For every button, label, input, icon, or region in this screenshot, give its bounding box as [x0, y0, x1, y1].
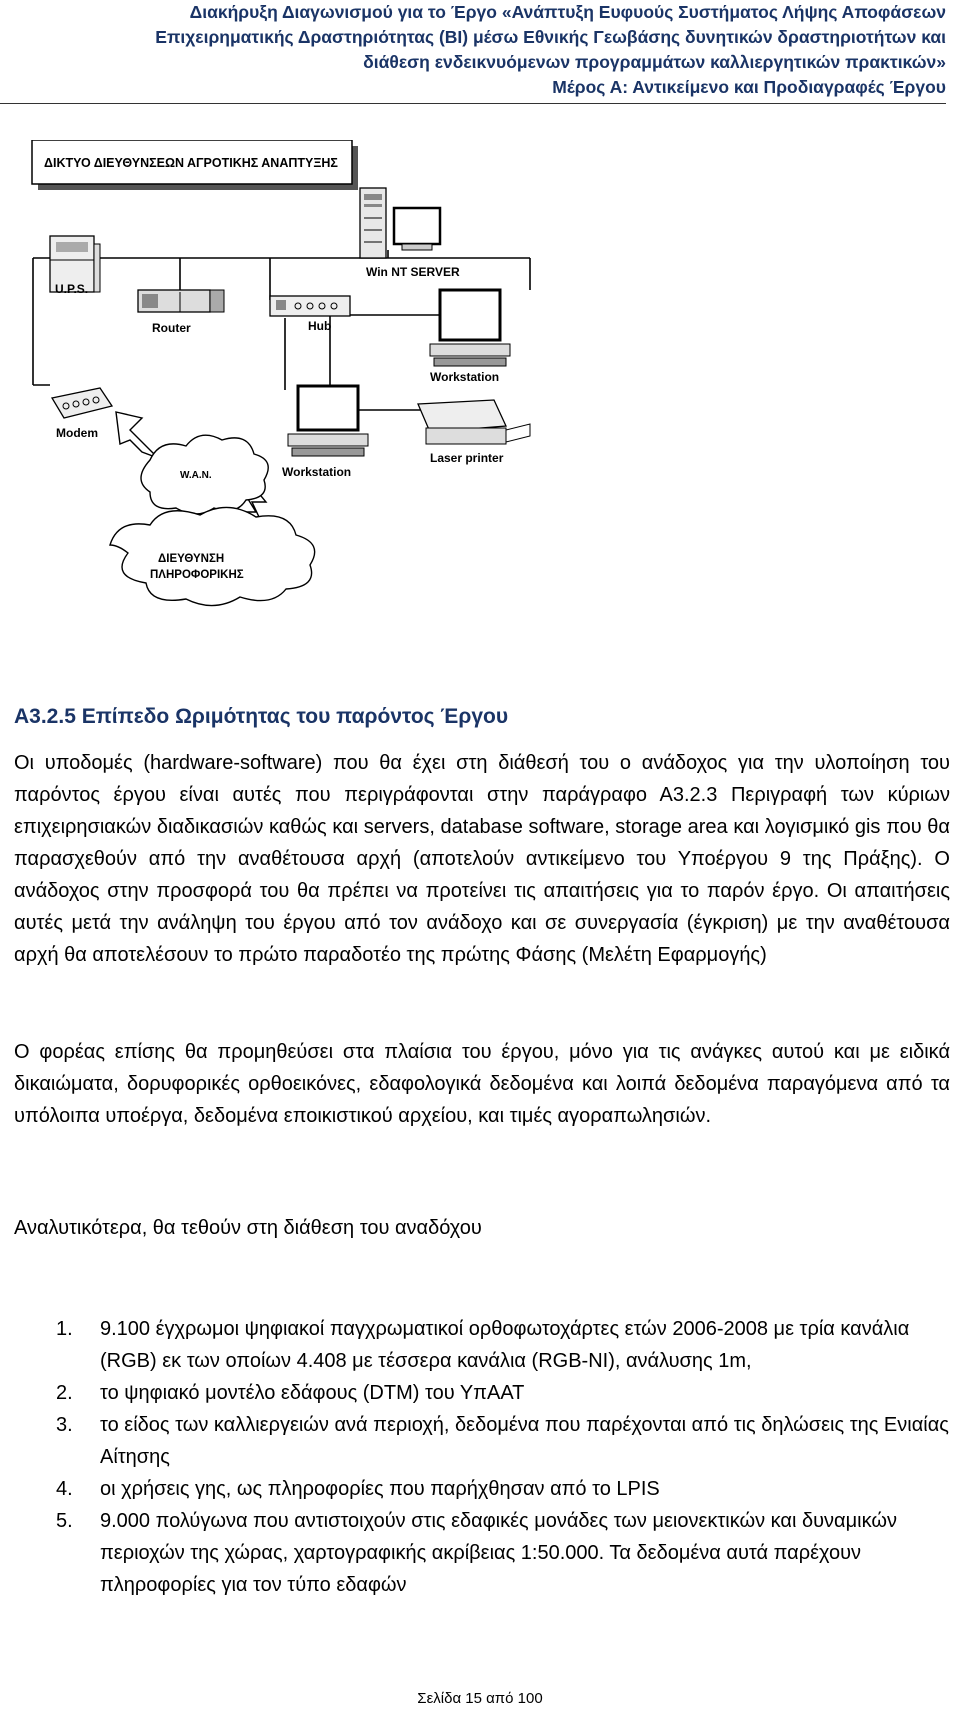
- paragraph-procurement: Ο φορέας επίσης θα προμηθεύσει στα πλαίσια του έργου, μόνο για τις ανάγκες αυτού και με ειδικά δικαιώματα, δορυφορικές ορθοεικόνες, εδαφολογικά δεδομένα και λοιπά δεδομένα παραγόμενα από τα υπόλοιπα υποέργα, δεδομένα εποικιστικού αρχείου, και τιμές αγοραπωλησιών.: [14, 1041, 950, 1127]
- list-item-number: 4.: [56, 1478, 73, 1500]
- section-title: Α3.2.5 Επίπεδο Ωριμότητας του παρόντος Έργου: [14, 705, 509, 728]
- list-item-text: 9.100 έγχρωμοι ψηφιακοί παγχρωματικοί ορθοφωτοχάρτες ετών 2006-2008 με τρία κανάλια (RGB) εκ των οποίων 4.408 με τέσσερα κανάλια (RGB-NI), ανάλυσης 1m,: [100, 1318, 910, 1372]
- laser-printer-icon: [418, 400, 530, 444]
- list-item-text: το είδος των καλλιεργειών ανά περιοχή, δεδομένα που παρέχονται από τις δηλώσεις της Ενιαίας Αίτησης: [100, 1414, 949, 1468]
- modem-label: Modem: [56, 426, 98, 440]
- network-diagram: [30, 140, 570, 665]
- header-line-3: διάθεση ενδεικνυόμενων προγραμμάτων καλλιεργητικών πρακτικών»: [363, 52, 946, 72]
- list-item-text: 9.000 πολύγωνα που αντιστοιχούν στις εδαφικές μονάδες των μειονεκτικών και δυναμικών περιοχών της χώρας, χαρτογραφικής ακρίβειας 1:50.000. Τα δεδομένα αυτά παρέχουν πληροφορίες για τον τύπο εδαφών: [100, 1510, 897, 1596]
- cloud-label-line-1: ΔΙΕΥΘΥΝΣΗ: [158, 553, 225, 565]
- paragraph-intro-list: Αναλυτικότερα, θα τεθούν στη διάθεση του αναδόχου: [14, 1217, 482, 1239]
- list-item: [52, 1313, 950, 1377]
- hub-label: Hub: [308, 319, 332, 333]
- network-title-box: [32, 140, 358, 190]
- page-number: Σελίδα 15 από 100: [417, 1690, 543, 1707]
- cloud-label-line-2: ΠΛΗΡΟΦΟΡΙΚΗΣ: [150, 569, 244, 581]
- list-item-number: 2.: [56, 1382, 73, 1404]
- workstation-right-label: Workstation: [430, 370, 500, 384]
- router-icon: [138, 290, 224, 312]
- network-title: ΔΙΚΤΥΟ ΔΙΕΥΘΥΝΣΕΩΝ ΑΓΡΟΤΙΚΗΣ ΑΝΑΠΤΥΞΗΣ: [44, 156, 338, 170]
- header-line-2: Επιχειρηματικής Δραστηριότητας (BI) μέσω Εθνικής Γεωβάσης δυνητικών δραστηριοτήτων και: [155, 27, 946, 47]
- modem-icon: [52, 388, 112, 418]
- document-header: [0, 0, 946, 100]
- server-label: Win NT SERVER: [366, 265, 460, 279]
- list-item: [52, 1409, 950, 1473]
- list-item-number: 1.: [56, 1318, 73, 1340]
- server-icon: [360, 188, 440, 258]
- list-item-text: το ψηφιακό μοντέλο εδάφους (DTM) του ΥπΑΑΤ: [100, 1382, 525, 1404]
- printer-label: Laser printer: [430, 451, 504, 465]
- list-item-text: οι χρήσεις γης, ως πληροφορίες που παρήχθησαν από το LPIS: [100, 1478, 660, 1500]
- list-item: [52, 1473, 950, 1505]
- header-line-1: Διακήρυξη Διαγωνισμού για το Έργο «Ανάπτυξη Ευφυούς Συστήματος Λήψης Αποφάσεων: [189, 2, 946, 22]
- router-label: Router: [152, 321, 191, 335]
- wan-label: W.A.N.: [180, 470, 212, 481]
- lightning-bolt-icon: [116, 412, 158, 458]
- workstation-center-label: Workstation: [282, 465, 352, 479]
- header-divider: [0, 103, 946, 104]
- hub-icon: [270, 296, 350, 316]
- paragraph-infrastructure: Οι υποδομές (hardware-software) που θα έχει στη διάθεσή του ο ανάδοχος για την υλοποίηση του παρόντος έργου είναι αυτές που περιγράφονται στην παράγραφο Α3.2.3 Περιγραφή των κύριων επιχειρησιακών διαδικασιών καθώς και servers, database software, storage area και λογισμικό gis που θα παρασχεθούν από την αναθέτουσα αρχή (αποτελούν αντικείμενο του Υποέργου 9 της Πράξης). Ο ανάδοχος στην προσφορά του θα πρέπει να προτείνει τις απαιτήσεις για το παρόν έργο. Οι απαιτήσεις αυτές μετά την ανάληψη του έργου από τον ανάδοχο και σε συνεργασία (έγκριση) με την αναθέτουσα αρχή θα αποτελέσουν το πρώτο παραδοτέο της πρώτης Φάσης (Μελέτη Εφαρμογής): [14, 752, 950, 966]
- header-line-4: Μέρος Α: Αντικείμενο και Προδιαγραφές Έργου: [552, 77, 946, 97]
- list-item: [52, 1377, 950, 1409]
- list-item: [52, 1505, 950, 1601]
- data-list: [52, 1313, 950, 1601]
- ups-label: U.P.S.: [55, 282, 89, 296]
- list-item-number: 5.: [56, 1510, 73, 1532]
- workstation-right-icon: [430, 290, 510, 366]
- workstation-center-icon: [288, 386, 368, 456]
- list-item-number: 3.: [56, 1414, 73, 1436]
